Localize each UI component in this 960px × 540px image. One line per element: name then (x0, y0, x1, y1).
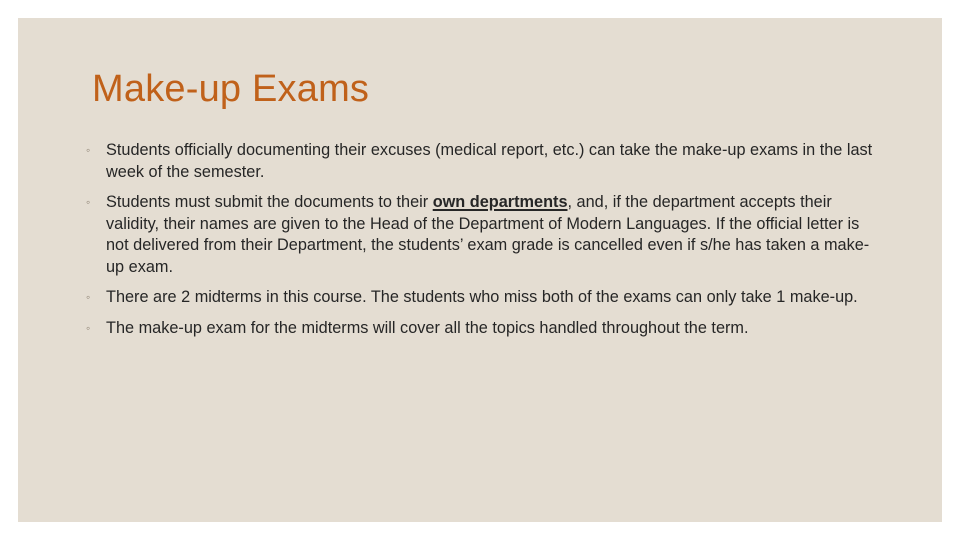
bullet-item-2 (86, 192, 876, 278)
bullet-marker-icon: ◦ (86, 290, 91, 304)
bullet-marker-icon: ◦ (86, 320, 91, 335)
bullet-marker-icon: ◦ (86, 143, 91, 157)
bullet-text: The make-up exam for the midterms will cover all the topics handled throughout the term. (106, 318, 749, 337)
bullet-text: There are 2 midterms in this course. The students who miss both of the exams can only take 1 make-up. (106, 288, 858, 306)
bullet-item-4 (86, 318, 876, 340)
bullet-marker-icon: ◦ (86, 195, 91, 209)
bullet-text: Students officially documenting their excuses (medical report, etc.) can take the make-up exams in the last week of the semester. (106, 141, 873, 181)
bullet-emphasis: own departments (432, 193, 568, 211)
slide-title: Make-up Exams (92, 68, 370, 110)
bullet-item-3 (86, 287, 876, 309)
bullet-text-after: , and, if the department accepts their validity, their names are given to the Head of the Department of Modern Languages. If the official letter is not delivered from their Department, the students’ exam grade is cancelled even if s/he has taken a make-up exam. (106, 193, 870, 276)
bullet-text-before: Students must submit the documents to their (106, 193, 433, 211)
bullet-item-1 (86, 140, 876, 183)
bullet-list (86, 140, 876, 348)
slide (18, 18, 942, 522)
